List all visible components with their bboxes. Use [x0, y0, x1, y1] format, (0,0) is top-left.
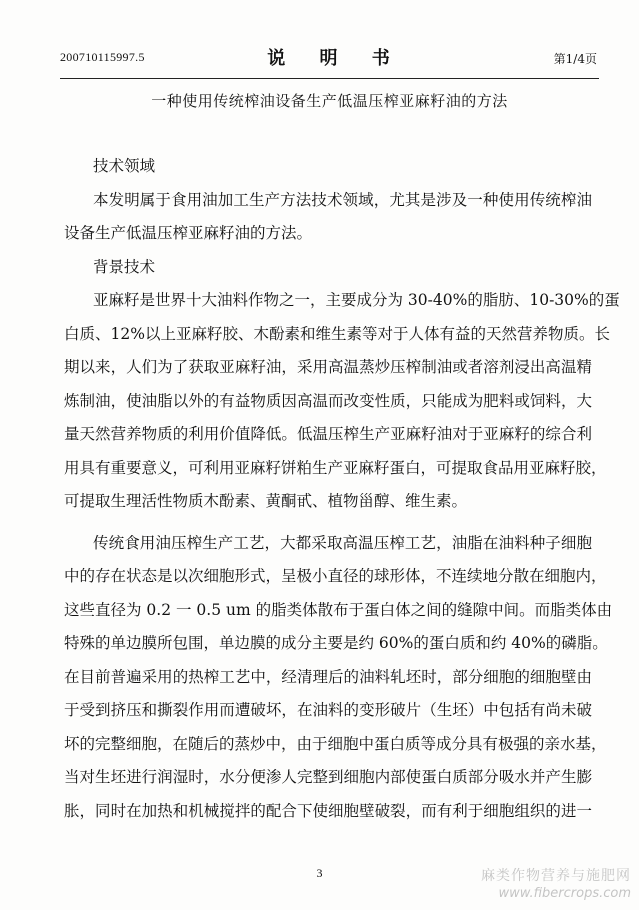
text-line: 当对生坯进行润湿时，水分便渗人完整到细胞内部使蛋白质部分吸水并产生膨	[64, 768, 592, 786]
document-body	[64, 150, 620, 828]
header-divider	[60, 78, 599, 79]
text-line: 特殊的单边膜所包围，单边膜的成分主要是约 60%的蛋白质和约 40%的磷脂。	[64, 634, 608, 652]
text-line: 亚麻籽是世界十大油料作物之一，主要成分为 30-40%的脂肪、10-30%的蛋	[93, 291, 620, 309]
text-line: 炼制油，使油脂以外的有益物质因高温而改变性质，只能成为肥料或饲料，大	[64, 391, 592, 410]
text-line: 这些直径为 0.2 一 0.5 um 的脂类体散布于蛋白体之间的缝隙中间。而脂类体由	[64, 600, 613, 619]
text-line: 坏的完整细胞，在随后的蒸炒中，由于细胞中蛋白质等成分具有极强的亲水基，	[64, 734, 607, 753]
text-line: 可提取生理活性物质木酚素、黄酮甙、植物甾醇、维生素。	[64, 492, 468, 510]
text-line: 量天然营养物质的利用价值降低。低温压榨生产亚麻籽油对于亚麻籽的综合利	[64, 425, 592, 443]
paragraph-gap	[64, 519, 592, 527]
text-line: 胀，同时在加热和机械搅拌的配合下使细胞壁破裂，而有利于细胞组织的进一	[64, 801, 592, 820]
text-line: 于受到挤压和撕裂作用而遭破坏，在油料的变形破片（生坯）中包括有尚未破	[64, 701, 592, 719]
text-line: 白质、12%以上亚麻籽胶、木酚素和维生素等对于人体有益的天然营养物质。长	[64, 324, 610, 343]
document-type-title: 说 明 书	[267, 48, 404, 69]
text-line: 中的存在状态是以次细胞形式，呈极小直径的球形体，不连续地分散在细胞内，	[64, 567, 607, 585]
invention-title: 一种使用传统榨油设备生产低温压榨亚麻籽油的方法	[151, 92, 508, 110]
watermark-url: www.fibercrops.com	[498, 886, 631, 901]
watermark-site-name: 麻类作物营养与施肥网	[481, 868, 631, 884]
text-line: 在目前普遍采用的热榨工艺中，经清理后的油料轧坯时，部分细胞的细胞壁由	[64, 667, 592, 686]
page-header	[60, 44, 597, 78]
section-heading-tech-field: 技术领域	[93, 157, 156, 175]
page-info: 第1/4页	[553, 52, 597, 66]
text-line: 用具有重要意义，可利用亚麻籽饼粕生产亚麻籽蛋白，可提取食品用亚麻籽胶，	[64, 458, 607, 477]
section-heading-background: 背景技术	[93, 257, 156, 276]
text-line: 期以来，人们为了获取亚麻籽油，采用高温蒸炒压榨制油或者溶剂浸出高温精	[64, 358, 592, 376]
text-line: 设备生产低温压榨亚麻籽油的方法。	[64, 224, 313, 242]
document-number: 200710115997.5	[60, 50, 145, 64]
page-number: 3	[316, 866, 323, 880]
text-line: 本发明属于食用油加工生产方法技术领域，尤其是涉及一种使用传统榨油	[93, 190, 592, 209]
site-watermark	[481, 868, 631, 902]
text-line: 传统食用油压榨生产工艺，大都采取高温压榨工艺，油脂在油料种子细胞	[93, 533, 592, 552]
